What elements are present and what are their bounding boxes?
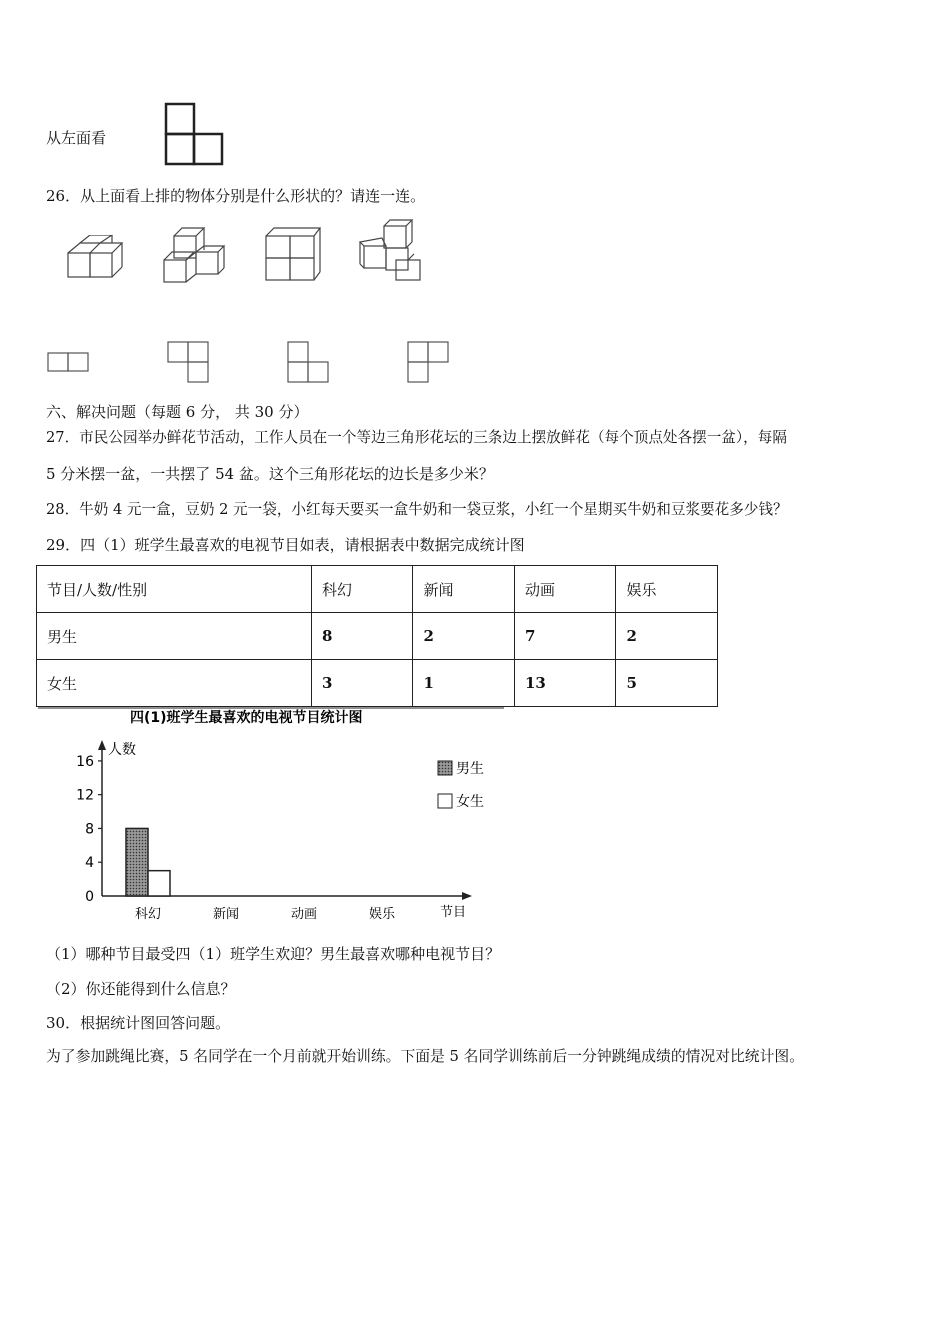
x-category-label: 科幻 xyxy=(134,907,162,922)
bar-boys xyxy=(126,828,148,896)
question-29: 29．四（1）班学生最喜欢的电视节目如表，请根据表中数据完成统计图 xyxy=(46,536,525,554)
question-29-sub-1: （1）哪种节目最受四（1）班学生欢迎？男生最喜欢哪种电视节目？ xyxy=(46,945,501,963)
table-cell: 2 xyxy=(616,613,718,660)
question-27-line-1: 27．市民公园举办鲜花节活动，工作人员在一个等边三角形花坛的三条边上摆放鲜花（每个顶点处各摆一盆），每隔 xyxy=(46,429,787,446)
tv-program-bar-chart xyxy=(36,704,506,930)
question-30: 30．根据统计图回答问题。 xyxy=(46,1014,231,1032)
y-tick-label: 0 xyxy=(85,889,94,905)
y-axis-label: 人数 xyxy=(108,742,136,758)
x-axis-label: 节目 xyxy=(440,905,467,920)
legend-label-boys: 男生 xyxy=(456,761,484,777)
table-cell: 1 xyxy=(413,660,515,707)
top-view-shape-1 xyxy=(46,350,92,374)
table-header-row xyxy=(37,566,718,613)
table-cell: 3 xyxy=(311,660,413,707)
legend-swatch-girls xyxy=(438,794,452,808)
table-cell: 2 xyxy=(413,613,515,660)
table-header-cell: 节目/人数/性别 xyxy=(37,566,312,613)
table-row xyxy=(37,660,718,707)
question-27-line-2: 5 分米摆一盆，一共摆了 54 盆。这个三角形花坛的边长是多少米？ xyxy=(46,465,494,483)
table-header-cell: 动画 xyxy=(514,566,616,613)
cube-figure-2 xyxy=(160,224,226,286)
table-header-cell: 新闻 xyxy=(413,566,515,613)
y-axis-arrow-icon xyxy=(98,740,106,750)
x-axis-arrow-icon xyxy=(462,892,472,900)
tv-program-table xyxy=(36,565,718,707)
table-cell: 5 xyxy=(616,660,718,707)
y-tick-label: 12 xyxy=(76,787,94,804)
table-cell: 8 xyxy=(311,613,413,660)
cube-figure-1 xyxy=(64,235,126,285)
y-tick-label: 16 xyxy=(76,753,94,770)
x-category-label: 新闻 xyxy=(212,907,240,922)
x-category-label: 动画 xyxy=(290,907,318,922)
legend-swatch-boys xyxy=(438,761,452,775)
table-row xyxy=(37,613,718,660)
table-cell: 女生 xyxy=(37,660,312,707)
table-cell: 13 xyxy=(514,660,616,707)
top-view-shape-4 xyxy=(406,340,452,386)
table-header-cell: 娱乐 xyxy=(616,566,718,613)
bar-girls xyxy=(148,871,170,896)
cube-figure-4 xyxy=(356,216,426,284)
question-29-sub-2: （2）你还能得到什么信息？ xyxy=(46,980,236,998)
top-view-shape-3 xyxy=(286,340,332,386)
legend-label-girls: 女生 xyxy=(456,794,484,810)
y-tick-label: 8 xyxy=(85,821,94,838)
x-category-label: 娱乐 xyxy=(368,907,396,922)
left-view-label: 从左面看 xyxy=(46,129,107,147)
cube-figure-3 xyxy=(262,226,324,284)
top-view-shape-2 xyxy=(166,340,212,386)
question-26: 26．从上面看上排的物体分别是什么形状的？请连一连。 xyxy=(46,187,426,205)
question-28: 28．牛奶 4 元一盒，豆奶 2 元一袋，小红每天要买一盒牛奶和一袋豆浆，小红一个星期买牛奶和豆浆要花多少钱？ xyxy=(46,501,788,518)
left-view-figure xyxy=(160,100,228,170)
table-cell: 男生 xyxy=(37,613,312,660)
table-header-cell: 科幻 xyxy=(311,566,413,613)
chart-title: 四(1)班学生最喜欢的电视节目统计图 xyxy=(130,710,363,726)
section-6-title: 六、解决问题（每题 6 分， 共 30 分） xyxy=(46,403,309,421)
question-30-description: 为了参加跳绳比赛，5 名同学在一个月前就开始训练。下面是 5 名同学训练前后一分钟跳绳成绩的情况对比统计图。 xyxy=(46,1048,804,1065)
y-tick-label: 4 xyxy=(85,855,94,872)
table-cell: 7 xyxy=(514,613,616,660)
